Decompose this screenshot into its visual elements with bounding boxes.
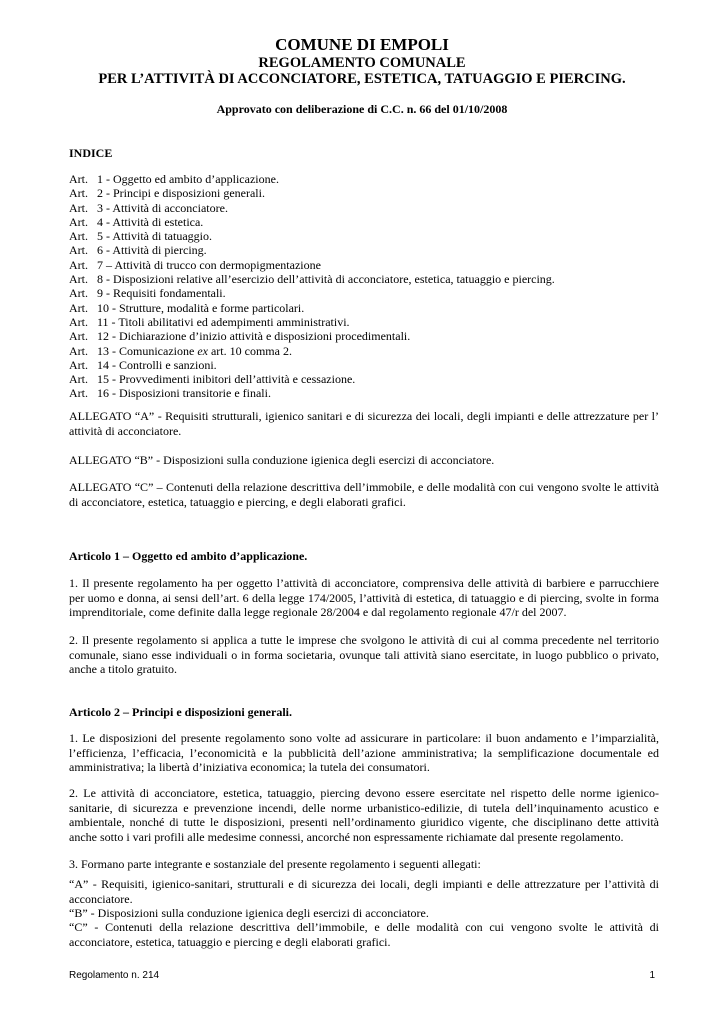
annex-list-item-c: “C” - Contenuti della relazione descrittiva dell’immobile, e delle modalità con cui vengono svolte le attività di acconciatore, estetica, tatuaggio e piercing e degli elaborati grafici. bbox=[69, 920, 659, 949]
document-subtitle: REGOLAMENTO COMUNALE bbox=[258, 55, 466, 71]
index-item: Art. 12 - Dichiarazione d’inizio attività e disposizioni procedimentali. bbox=[69, 329, 411, 344]
index-item: Art. 6 - Attività di piercing. bbox=[69, 243, 207, 258]
allegato-a: ALLEGATO “A” - Requisiti strutturali, igienico sanitari e di sicurezza dei locali, degli impianti e delle attrezzature per l’ attività di acconciatore. bbox=[69, 409, 659, 438]
index-item: Art. 2 - Principi e disposizioni generali. bbox=[69, 186, 265, 201]
approval-note: Approvato con deliberazione di C.C. n. 66 del 01/10/2008 bbox=[216, 102, 508, 116]
footer-document-number: Regolamento n. 214 bbox=[69, 970, 160, 981]
article-1-heading: Articolo 1 – Oggetto ed ambito d’applicazione. bbox=[69, 549, 308, 563]
article-2-heading: Articolo 2 – Principi e disposizioni generali. bbox=[69, 705, 292, 719]
document-title: COMUNE DI EMPOLI bbox=[275, 35, 449, 54]
article-2-paragraph-1: 1. Le disposizioni del presente regolamento sono volte ad assicurare in particolare: il buon andamento e l’imparzialità, l’efficienza, l’efficacia, l’economicità e la pubblicità dell’azione amministrativa; la semplificazione documentale ed amministrativa; la libertà d’iniziativa economica; la tutela dei consumatori. bbox=[69, 731, 659, 774]
article-1-paragraph-1: 1. Il presente regolamento ha per oggetto l’attività di acconciatore, comprensiva delle attività di barbiere e parrucchiere per uomo e donna, ai sensi dell’art. 6 della legge 174/2005, l’attività di estetica, di tatuaggio e di piercing, svolte in forma imprenditoriale, come definite dalla legge regionale 28/2004 e dal regolamento regionale 47/r del 2007. bbox=[69, 576, 659, 619]
index-item: Art. 7 – Attività di trucco con dermopigmentazione bbox=[69, 257, 321, 272]
annex-list-item-b: “B” - Disposizioni sulla conduzione igienica degli esercizi di acconciatore. bbox=[69, 906, 429, 920]
index-item: Art. 1 - Oggetto ed ambito d’applicazione. bbox=[69, 172, 279, 186]
annex-list-item-a: “A” - Requisiti, igienico-sanitari, strutturali e di sicurezza dei locali, degli impianti e delle attrezzature per l’attività di acconciatore. bbox=[69, 877, 659, 906]
index-item: Art. 5 - Attività di tatuaggio. bbox=[69, 229, 212, 244]
allegato-c: ALLEGATO “C” – Contenuti della relazione descrittiva dell’immobile, e delle modalità con cui vengono svolte le attività di acconciatore, estetica, tatuaggio e piercing, e degli elaborati grafici. bbox=[69, 480, 659, 509]
document-subtitle-2: PER L’ATTIVITÀ DI ACCONCIATORE, ESTETICA, TATUAGGIO E PIERCING. bbox=[98, 71, 626, 87]
index-item: Art. 14 - Controlli e sanzioni. bbox=[69, 357, 217, 372]
index-item: Art. 10 - Strutture, modalità e forme particolari. bbox=[69, 300, 305, 315]
article-1-paragraph-2: 2. Il presente regolamento si applica a tutte le imprese che svolgono le attività di cui al comma precedente nel territorio comunale, siano esse individuali o in forma societaria, ovunque tali attività siano esercitate, in luogo pubblico o privato, anche a titolo gratuito. bbox=[69, 633, 659, 676]
page-number: 1 bbox=[649, 970, 655, 981]
index-item: Art. 11 - Titoli abilitativi ed adempimenti amministrativi. bbox=[69, 314, 350, 329]
index-item: Art. 4 - Attività di estetica. bbox=[69, 214, 204, 229]
article-2-paragraph-3: 3. Formano parte integrante e sostanziale del presente regolamento i seguenti allegati: bbox=[69, 857, 481, 871]
index-item: Art. 16 - Disposizioni transitorie e finali. bbox=[69, 386, 271, 401]
index-item: Art. 8 - Disposizioni relative all’esercizio dell’attività di acconciatore, estetica, tatuaggio e piercing. bbox=[69, 272, 555, 287]
index-item: Art. 3 - Attività di acconciatore. bbox=[69, 200, 228, 215]
index-item: Art. 13 - Comunicazione ex art. 10 comma 2. bbox=[69, 343, 292, 358]
allegato-b: ALLEGATO “B” - Disposizioni sulla conduzione igienica degli esercizi di acconciatore. bbox=[69, 453, 495, 467]
index-item: Art. 9 - Requisiti fondamentali. bbox=[69, 286, 226, 301]
index-list bbox=[69, 172, 669, 401]
index-title: INDICE bbox=[69, 146, 113, 160]
index-item: Art. 15 - Provvedimenti inibitori dell’attività e cessazione. bbox=[69, 372, 356, 387]
article-2-paragraph-2: 2. Le attività di acconciatore, estetica, tatuaggio, piercing devono essere esercitate nel rispetto delle norme igienico-sanitarie, di sicurezza e prevenzione incendi, delle norme urbanistico-edilizie, di tutela dell’inquinamento acustico e ambientale, nonché di tutte le disposizioni, presenti nell’ordinamento giuridico vigente, che disciplinano dette attività anche sotto i vari profili alle medesime connessi, ancorché non espressamente richiamate dal presente regolamento. bbox=[69, 786, 659, 844]
